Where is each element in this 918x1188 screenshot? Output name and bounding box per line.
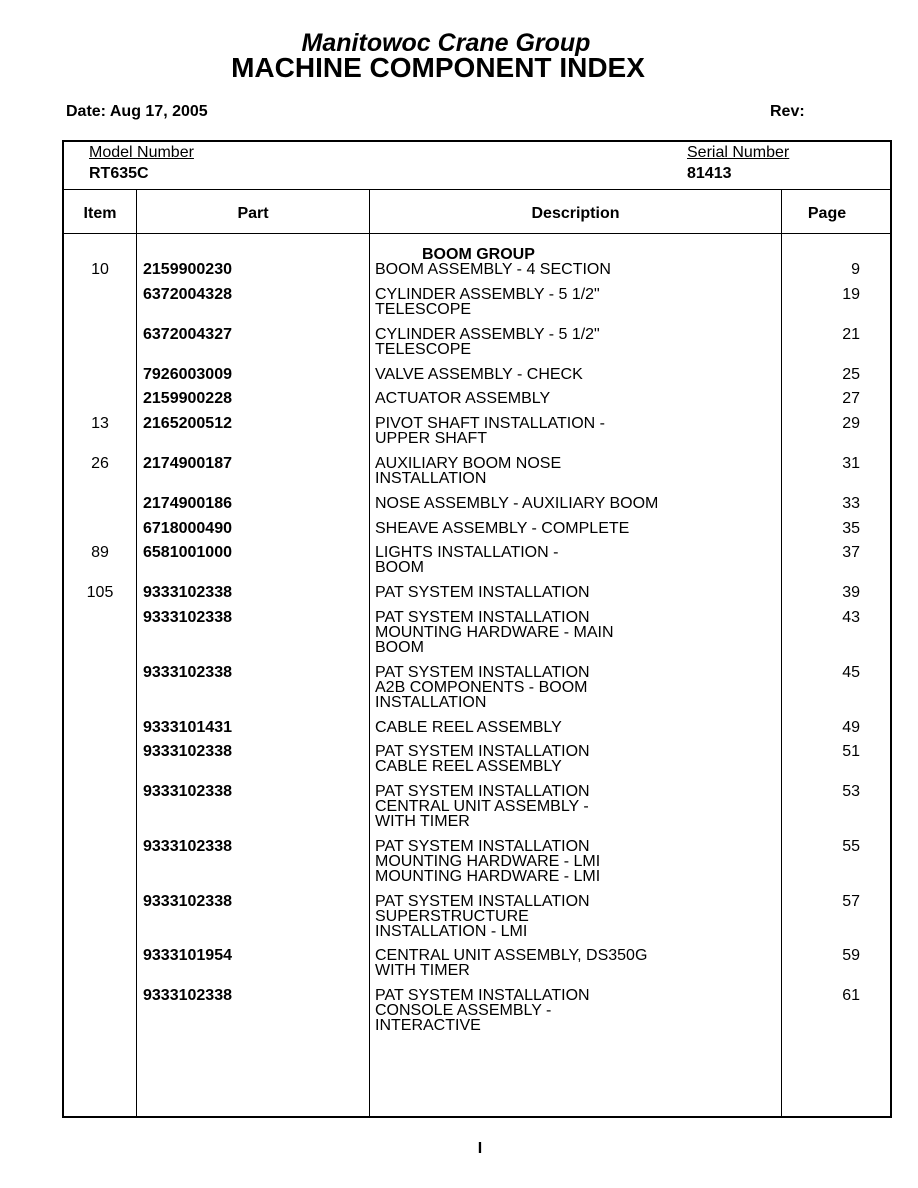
- description-line: TELESCOPE: [375, 301, 472, 318]
- page-cell: 31: [842, 455, 860, 472]
- header-divider: [62, 189, 892, 190]
- description-cell: [375, 367, 775, 382]
- description-cell: [375, 456, 775, 486]
- page-cell: 53: [842, 783, 860, 800]
- column-divider-description: [781, 190, 782, 1118]
- description-line: PAT SYSTEM INSTALLATION: [375, 987, 590, 1004]
- date-label: Date: Aug 17, 2005: [66, 103, 208, 120]
- document-title: MACHINE COMPONENT INDEX: [231, 52, 645, 83]
- part-number-cell: 6581001000: [143, 544, 232, 561]
- part-number-cell: 9333102338: [143, 893, 232, 910]
- description-cell: [375, 988, 775, 1033]
- page-cell: 9: [851, 261, 860, 278]
- description-line: PIVOT SHAFT INSTALLATION -: [375, 415, 605, 432]
- description-line: MOUNTING HARDWARE - LMI: [375, 868, 601, 885]
- column-header-divider: [62, 233, 892, 234]
- page-cell: 29: [842, 415, 860, 432]
- page-cell: 39: [842, 584, 860, 601]
- company-name: Manitowoc Crane Group: [301, 29, 591, 57]
- description-cell: [375, 416, 775, 446]
- description-cell: [375, 521, 775, 536]
- description-cell: [375, 545, 775, 575]
- part-number-cell: 9333102338: [143, 783, 232, 800]
- page-cell: 61: [842, 987, 860, 1004]
- description-cell: [375, 496, 775, 511]
- page-cell: 37: [842, 544, 860, 561]
- description-line: PAT SYSTEM INSTALLATION: [375, 743, 590, 760]
- description-line: BOOM ASSEMBLY - 4 SECTION: [375, 261, 611, 278]
- page-cell: 49: [842, 719, 860, 736]
- description-line: AUXILIARY BOOM NOSE: [375, 455, 562, 472]
- column-header-item: Item: [83, 205, 117, 222]
- description-cell: [375, 327, 775, 357]
- part-number-cell: 9333102338: [143, 743, 232, 760]
- description-line: CYLINDER ASSEMBLY - 5 1/2": [375, 326, 600, 343]
- description-line: BOOM: [375, 639, 424, 656]
- description-line: CYLINDER ASSEMBLY - 5 1/2": [375, 286, 600, 303]
- description-line: WITH TIMER: [375, 813, 470, 830]
- part-number-cell: 7926003009: [143, 366, 232, 383]
- item-cell: 26: [91, 455, 109, 472]
- description-cell: [375, 720, 775, 735]
- part-number-cell: 9333102338: [143, 838, 232, 855]
- part-number-cell: 9333102338: [143, 609, 232, 626]
- description-line: PAT SYSTEM INSTALLATION: [375, 783, 590, 800]
- page-cell: 45: [842, 664, 860, 681]
- description-line: CENTRAL UNIT ASSEMBLY, DS350G: [375, 947, 648, 964]
- description-line: WITH TIMER: [375, 962, 470, 979]
- description-line: SUPERSTRUCTURE: [375, 908, 529, 925]
- description-cell: [375, 287, 775, 317]
- description-cell: [375, 839, 775, 884]
- description-cell: [375, 784, 775, 829]
- part-number-cell: 2159900228: [143, 390, 232, 407]
- column-header-part: Part: [237, 205, 269, 222]
- page-cell: 25: [842, 366, 860, 383]
- description-cell: [375, 665, 775, 710]
- group-title: BOOM GROUP: [422, 246, 535, 263]
- part-number-cell: 6372004328: [143, 286, 232, 303]
- description-line: BOOM: [375, 559, 424, 576]
- page-cell: 33: [842, 495, 860, 512]
- description-line: PAT SYSTEM INSTALLATION: [375, 609, 590, 626]
- description-line: MOUNTING HARDWARE - LMI: [375, 853, 601, 870]
- part-number-cell: 2165200512: [143, 415, 232, 432]
- description-cell: [375, 894, 775, 939]
- column-header-description: Description: [531, 205, 620, 222]
- description-line: CONSOLE ASSEMBLY -: [375, 1002, 552, 1019]
- description-line: CABLE REEL ASSEMBLY: [375, 719, 562, 736]
- page-cell: 55: [842, 838, 860, 855]
- item-cell: 105: [86, 584, 114, 601]
- part-number-cell: 9333101431: [143, 719, 232, 736]
- rev-label: Rev:: [770, 103, 805, 120]
- column-divider-item: [136, 190, 137, 1118]
- description-line: CENTRAL UNIT ASSEMBLY -: [375, 798, 589, 815]
- model-number-value: RT635C: [89, 165, 149, 182]
- serial-number-label: Serial Number: [687, 144, 790, 161]
- description-line: UPPER SHAFT: [375, 430, 488, 447]
- description-line: INSTALLATION: [375, 470, 487, 487]
- description-line: INSTALLATION: [375, 694, 487, 711]
- description-line: ACTUATOR ASSEMBLY: [375, 390, 551, 407]
- column-header-page: Page: [807, 205, 847, 222]
- description-cell: [375, 585, 775, 600]
- description-line: PAT SYSTEM INSTALLATION: [375, 584, 590, 601]
- description-cell: [375, 948, 775, 978]
- description-line: PAT SYSTEM INSTALLATION: [375, 664, 590, 681]
- description-line: TELESCOPE: [375, 341, 472, 358]
- description-line: MOUNTING HARDWARE - MAIN: [375, 624, 614, 641]
- description-line: LIGHTS INSTALLATION -: [375, 544, 559, 561]
- description-line: INSTALLATION - LMI: [375, 923, 528, 940]
- part-number-cell: 9333102338: [143, 584, 232, 601]
- item-cell: 89: [91, 544, 109, 561]
- page-cell: 35: [842, 520, 860, 537]
- description-line: SHEAVE ASSEMBLY - COMPLETE: [375, 520, 630, 537]
- page-cell: 57: [842, 893, 860, 910]
- page-cell: 59: [842, 947, 860, 964]
- page-cell: 21: [842, 326, 860, 343]
- page-cell: 51: [842, 743, 860, 760]
- description-cell: [375, 262, 775, 277]
- description-line: A2B COMPONENTS - BOOM: [375, 679, 588, 696]
- item-cell: 13: [91, 415, 109, 432]
- model-number-label: Model Number: [89, 144, 194, 161]
- description-line: VALVE ASSEMBLY - CHECK: [375, 366, 583, 383]
- part-number-cell: 2174900186: [143, 495, 232, 512]
- description-line: NOSE ASSEMBLY - AUXILIARY BOOM: [375, 495, 659, 512]
- page-cell: 27: [842, 390, 860, 407]
- part-number-cell: 9333102338: [143, 664, 232, 681]
- description-line: CABLE REEL ASSEMBLY: [375, 758, 562, 775]
- part-number-cell: 2159900230: [143, 261, 232, 278]
- part-number-cell: 2174900187: [143, 455, 232, 472]
- description-line: PAT SYSTEM INSTALLATION: [375, 838, 590, 855]
- description-cell: [375, 391, 775, 406]
- part-number-cell: 6718000490: [143, 520, 232, 537]
- column-divider-part: [369, 190, 370, 1118]
- part-number-cell: 9333102338: [143, 987, 232, 1004]
- page-number: I: [477, 1140, 483, 1157]
- part-number-cell: 9333101954: [143, 947, 232, 964]
- description-line: INTERACTIVE: [375, 1017, 481, 1034]
- description-cell: [375, 610, 775, 655]
- item-cell: 10: [91, 261, 109, 278]
- page-cell: 43: [842, 609, 860, 626]
- page-cell: 19: [842, 286, 860, 303]
- serial-number-value: 81413: [687, 165, 732, 182]
- part-number-cell: 6372004327: [143, 326, 232, 343]
- description-cell: [375, 744, 775, 774]
- description-line: PAT SYSTEM INSTALLATION: [375, 893, 590, 910]
